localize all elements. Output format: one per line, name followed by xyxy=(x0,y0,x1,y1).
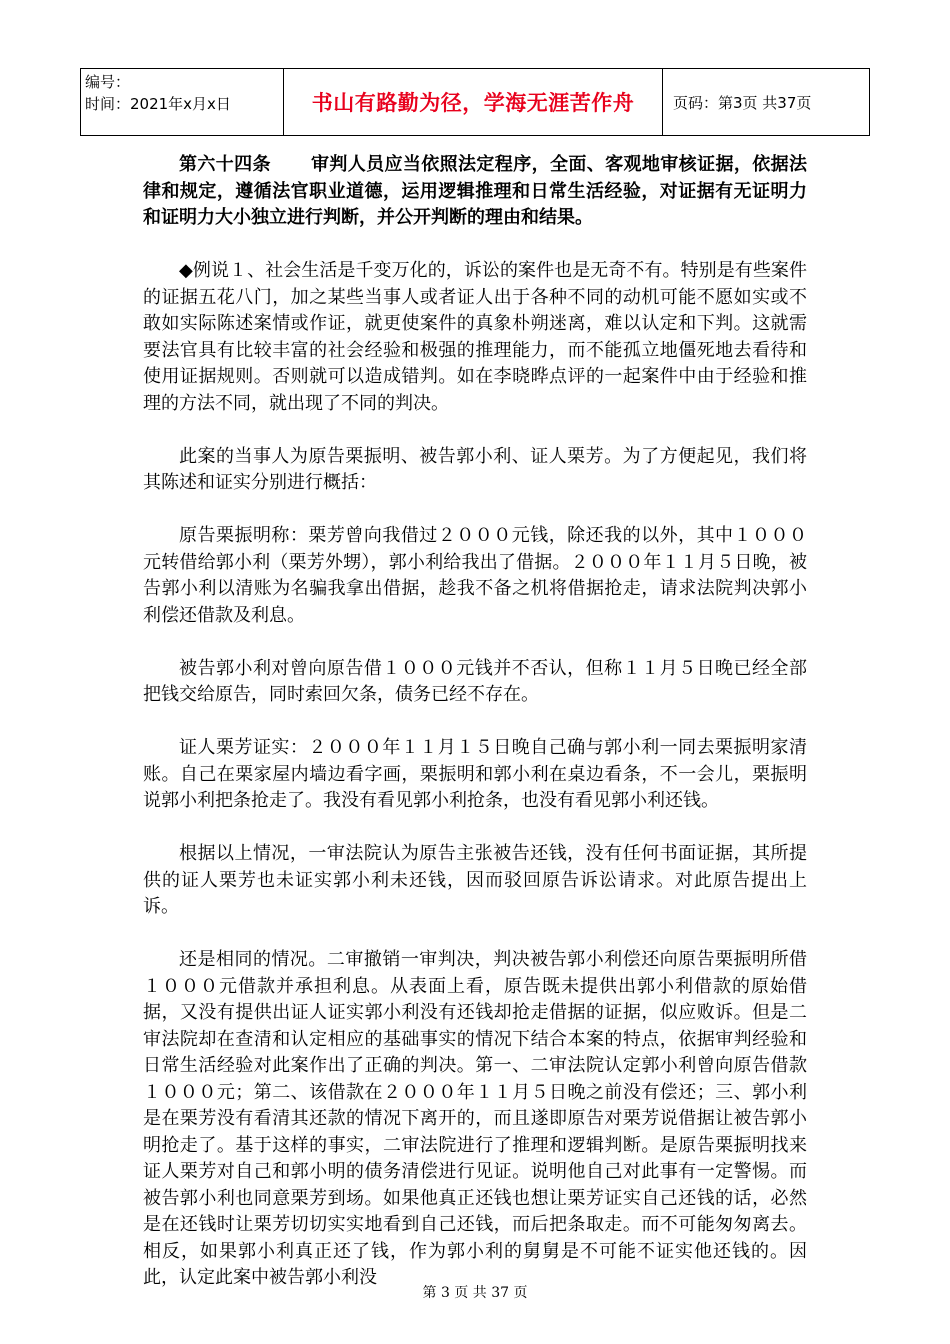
paragraph-defendant: 被告郭小利对曾向原告借１０００元钱并不否认，但称１１月５日晚已经全部把钱交给原告，同时索回欠条，债务已经不存在。 xyxy=(143,657,807,705)
paragraph-second-instance: 还是相同的情况。二审撤销一审判决，判决被告郭小利偿还向原告栗振明所借１０００元借款并承担利息。从表面上看，原告既未提供出郭小利借款的原始借据，又没有提供出证人证实郭小利没有还钱却抢走借据的证据，似应败诉。但是二审法院却在查清和认定相应的基础事实的情况下结合本案的特点，依据审判经验和日常生活经验对此案作出了正确的判决。第一、二审法院认定郭小利曾向原告借款１０００元；第二、该借款在２０００年１１月５日晚之前没有偿还；三、郭小利是在栗芳没有看清其还款的情况下离开的，而且遂即原告对栗芳说借据让被告郭小明抢走了。基于这样的事实，二审法院进行了推理和逻辑判断。是原告栗振明找来证人栗芳对自己和郭小明的债务清偿进行见证。说明他自己对此事有一定警惕。而被告郭小利也同意栗芳到场。如果他真正还钱也想让栗芳证实自己还钱的话，必然是在还钱时让栗芳切切实实地看到自己还钱，而后把条取走。而不可能匆匆离去。相反，如果郭小利真正还了钱，作为郭小利的舅舅是不可能不证实他还钱的。因此，认定此案中被告郭小利没 xyxy=(143,949,807,1288)
header-page-info: 页码：第3页 共37页 xyxy=(663,69,870,136)
serial-label: 编号： xyxy=(85,73,131,91)
header-motto: 书山有路勤为径，学海无涯苦作舟 xyxy=(284,69,663,136)
document-body xyxy=(143,152,807,1292)
time-label: 时间：2021年x月x日 xyxy=(85,95,231,113)
article-paragraph xyxy=(143,152,807,232)
paragraph-first-instance: 根据以上情况，一审法院认为原告主张被告还钱，没有任何书面证据，其所提供的证人栗芳也未证实郭小利未还钱，因而驳回原告诉讼请求。对此原告提出上诉。 xyxy=(143,843,807,917)
paragraph-plaintiff: 原告栗振明称：栗芳曾向我借过２０００元钱，除还我的以外，其中１０００元转借给郭小利（栗芳外甥），郭小利给我出了借据。２０００年１１月５日晚，被告郭小利以清账为名骗我拿出借据，趁我不备之机将借据抢走，请求法院判决郭小利偿还借款及利息。 xyxy=(143,525,807,626)
paragraph-witness: 证人栗芳证实：２０００年１１月１５日晚自己确与郭小利一同去栗振明家清账。自己在栗家屋内墙边看字画，栗振明和郭小利在桌边看条，不一会儿，栗振明说郭小利把条抢走了。我没有看见郭小利抢条，也没有看见郭小利还钱。 xyxy=(143,737,807,811)
page-header xyxy=(80,68,870,136)
paragraph-parties: 此案的当事人为原告栗振明、被告郭小利、证人栗芳。为了方便起见，我们将其陈述和证实分别进行概括： xyxy=(143,445,807,493)
paragraph-example: ◆例说１、社会生活是千变万化的，诉讼的案件也是无奇不有。特别是有些案件的证据五花八门，加之某些当事人或者证人出于各种不同的动机可能不愿如实或不敢如实际陈述案情或作证，就更使案件的真象朴朔迷离，难以认定和下判。这就需要法官具有比较丰富的社会经验和极强的推理能力，而不能孤立地僵死地去看待和使用证据规则。否则就可以造成错判。如在李晓晔点评的一起案件中由于经验和推理的方法不同，就出现了不同的判决。 xyxy=(143,260,807,414)
article-number: 第六十四条 xyxy=(179,154,271,175)
article-text: 审判人员应当依照法定程序，全面、客观地审核证据，依据法律和规定，遵循法官职业道德，运用逻辑推理和日常生活经验，对证据有无证明力和证明力大小独立进行判断，并公开判断的理由和结果。 xyxy=(143,154,807,228)
page-footer: 第 3 页 共 37 页 xyxy=(422,1285,528,1301)
header-meta xyxy=(81,69,284,136)
